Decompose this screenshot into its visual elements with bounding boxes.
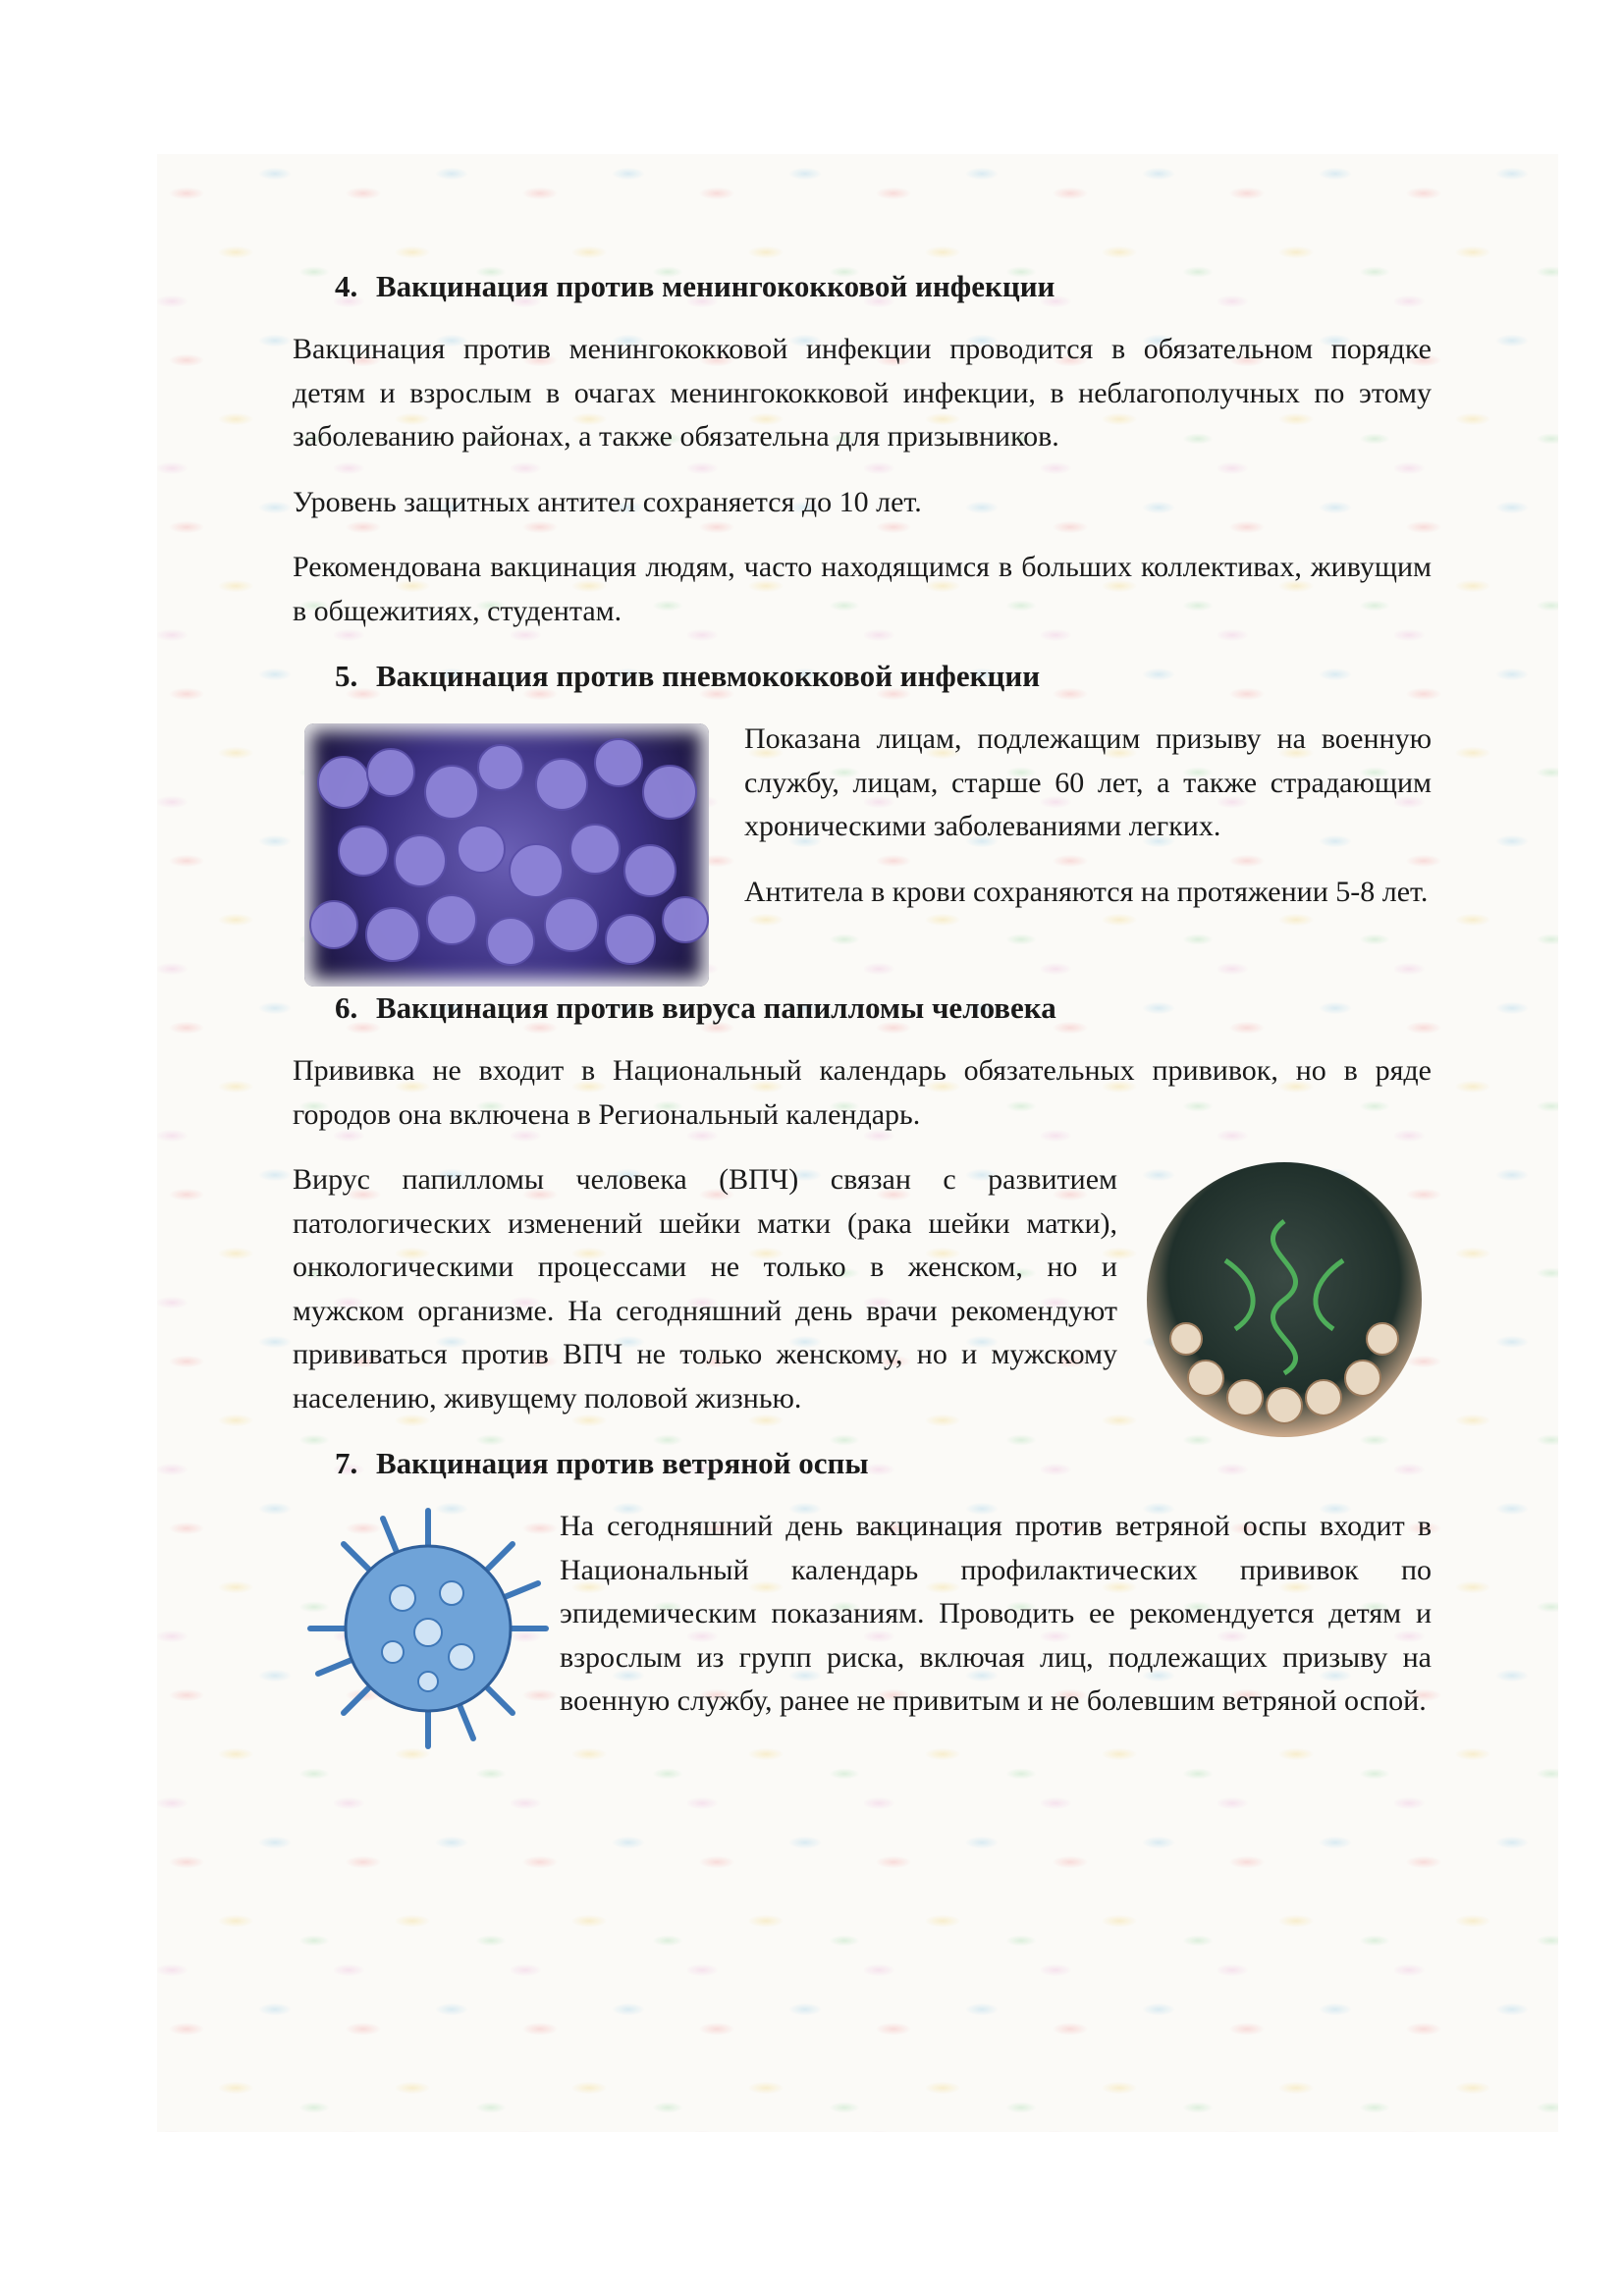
pneumococcal-text: [744, 718, 1432, 935]
pneumococcal-row: [293, 718, 1432, 987]
section-heading-papilloma: [335, 987, 1432, 1030]
paragraph: Рекомендована вакцинация людям, часто находящимся в больших коллективах, живущим в общежитиях, студентам.: [293, 551, 1432, 627]
pneumococcus-bacteria-image: [304, 723, 709, 987]
section-number: 5.: [335, 659, 358, 693]
paragraph: Уровень защитных антител сохраняется до 10 лет.: [293, 485, 922, 518]
papilloma-text: [293, 1158, 1117, 1442]
varicella-image-wrap: [293, 1505, 560, 1752]
varicella-row: [293, 1505, 1432, 1752]
papilloma-image-wrap: [1117, 1158, 1432, 1437]
section-number: 6.: [335, 990, 358, 1025]
papilloma-virus-image: [1147, 1162, 1422, 1437]
section-heading-varicella: [335, 1442, 1432, 1485]
paragraph: Антитела в крови сохраняются на протяжении 5-8 лет.: [744, 875, 1429, 908]
paragraph: Вирус папилломы человека (ВПЧ) связан с развитием патологических изменений шейки матки (рака шейки матки), онкологическими процессами не только в женском, но и мужском организме. На сегодняшний день врачи рекомендуют прививаться против ВПЧ не только женскому, но и мужскому населению, живущему половой жизнью.: [293, 1163, 1117, 1415]
section-heading-pneumococcal: [335, 655, 1432, 698]
varicella-text: [560, 1505, 1432, 1745]
paragraph: Показана лицам, подлежащим призыву на военную службу, лицам, старше 60 лет, а также страдающим хроническими заболеваниями легких.: [744, 722, 1432, 842]
paragraph: На сегодняшний день вакцинация против ветряной оспы входит в Национальный календарь профилактических прививок по эпидемическим показаниям. Проводить ее рекомендуется детям и взрослым из групп риска, включая лиц, подлежащих призыву на военную службу, ранее не привитым и не болевшим ветряной оспой.: [560, 1510, 1432, 1717]
section-title: Вакцинация против ветряной оспы: [376, 1446, 869, 1480]
varicella-virus-image: [304, 1505, 552, 1752]
section-heading-meningococcal: [335, 265, 1432, 308]
section-title: Вакцинация против вируса папилломы человека: [376, 990, 1056, 1025]
paragraph: Прививка не входит в Национальный календарь обязательных прививок, но в ряде городов она включена в Региональный календарь.: [293, 1054, 1432, 1131]
document-content: [293, 265, 1432, 1752]
papilloma-row: [293, 1158, 1432, 1442]
paragraph: Вакцинация против менингококковой инфекции проводится в обязательном порядке детям и взрослым в очагах менингококковой инфекции, в неблагополучных по этому заболеванию районах, а также обязательна для призывников.: [293, 333, 1432, 453]
section-number: 4.: [335, 269, 358, 303]
section-number: 7.: [335, 1446, 358, 1480]
section-title: Вакцинация против пневмококковой инфекции: [376, 659, 1041, 693]
pneumococcus-image-wrap: [293, 718, 744, 987]
section-title: Вакцинация против менингококковой инфекции: [376, 269, 1055, 303]
